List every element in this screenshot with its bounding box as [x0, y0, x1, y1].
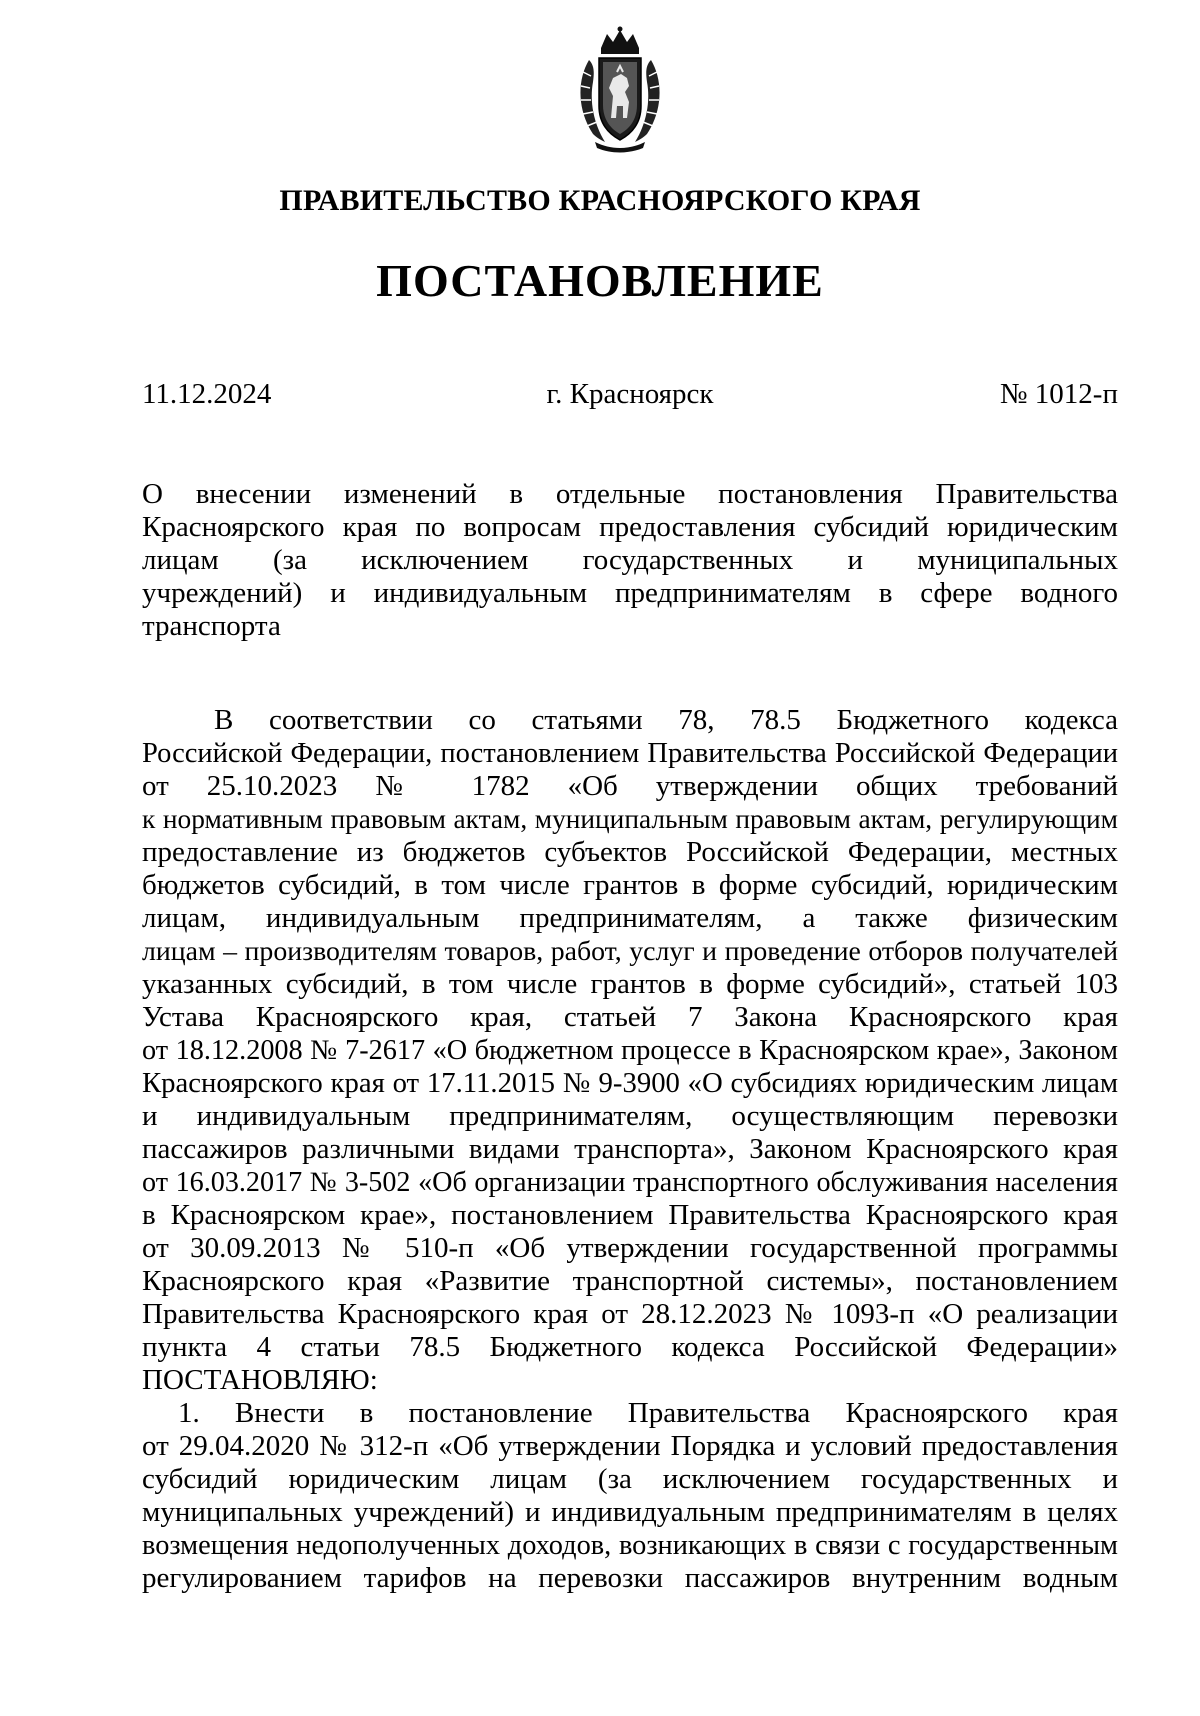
document-body	[142, 704, 1118, 1595]
body-line: лицам, индивидуальным предпринимателям, а также физическим	[142, 902, 1118, 934]
document-number: № 1012-п	[999, 378, 1118, 410]
subject-line: Красноярского края по вопросам предоставления субсидий юридическим	[142, 511, 1118, 543]
organization-title: ПРАВИТЕЛЬСТВО КРАСНОЯРСКОГО КРАЯ	[279, 184, 921, 217]
subject-line: учреждений) и индивидуальным предпринимателям в сфере водного	[142, 577, 1118, 609]
body-line: возмещения недополученных доходов, возникающих в связи с государственным	[142, 1530, 1118, 1561]
body-line: пункта 4 статьи 78.5 Бюджетного кодекса Российской Федерации»	[142, 1331, 1118, 1363]
document-city: г. Красноярск	[546, 378, 714, 410]
body-line: от 16.03.2017 № 3-502 «Об организации транспортного обслуживания населения	[142, 1167, 1118, 1198]
document-date: 11.12.2024	[142, 378, 272, 410]
body-line: от 25.10.2023 № 1782 «Об утверждении общих требований	[142, 770, 1118, 802]
document-type-heading: ПОСТАНОВЛЕНИЕ	[376, 255, 824, 306]
body-line: Красноярского края «Развитие транспортной системы», постановлением	[142, 1265, 1118, 1297]
body-line: Правительства Красноярского края от 28.12.2023 № 1093-п «О реализации	[142, 1298, 1118, 1330]
body-line: 1. Внести в постановление Правительства Красноярского края	[178, 1397, 1118, 1429]
body-line: предоставление из бюджетов субъектов Российской Федерации, местных	[142, 836, 1118, 868]
body-line: муниципальных учреждений) и индивидуальным предпринимателям в целях	[142, 1496, 1118, 1528]
body-line: от 29.04.2020 № 312-п «Об утверждении Порядка и условий предоставления	[142, 1430, 1118, 1462]
body-line: лицам – производителям товаров, работ, услуг и проведение отборов получателей	[142, 936, 1118, 967]
body-line: в Красноярском крае», постановлением Правительства Красноярского края	[142, 1199, 1118, 1231]
body-line: указанных субсидий, в том числе грантов в форме субсидий», статьей 103	[142, 968, 1118, 1000]
body-line: регулированием тарифов на перевозки пассажиров внутренним водным	[142, 1562, 1118, 1594]
body-line: и индивидуальным предпринимателям, осуществляющим перевозки	[142, 1100, 1118, 1132]
subject-line: лицам (за исключением государственных и муниципальных	[142, 544, 1118, 576]
subject-line: транспорта	[142, 610, 281, 642]
body-line: бюджетов субсидий, в том числе грантов в форме субсидий, юридическим	[142, 869, 1118, 901]
body-line: от 30.09.2013 № 510-п «Об утверждении государственной программы	[142, 1232, 1118, 1264]
body-line: Российской Федерации, постановлением Правительства Российской Федерации	[142, 738, 1118, 769]
body-line: к нормативным правовым актам, муниципальным правовым актам, регулирующим	[142, 804, 1118, 834]
document-subject	[142, 478, 1118, 643]
krasnoyarsk-coat-of-arms-icon	[571, 26, 669, 154]
body-line: пассажиров различными видами транспорта», Законом Красноярского края	[142, 1133, 1118, 1165]
document-meta-row	[142, 378, 1118, 418]
body-line: ПОСТАНОВЛЯЮ:	[142, 1364, 378, 1396]
body-line: В соответствии со статьями 78, 78.5 Бюджетного кодекса	[214, 704, 1118, 736]
body-line: субсидий юридическим лицам (за исключением государственных и	[142, 1463, 1118, 1495]
body-line: Красноярского края от 17.11.2015 № 9-3900 «О субсидиях юридическим лицам	[142, 1067, 1118, 1099]
body-line: от 18.12.2008 № 7-2617 «О бюджетном процессе в Красноярском крае», Законом	[142, 1035, 1118, 1066]
body-line: Устава Красноярского края, статьей 7 Закона Красноярского края	[142, 1001, 1118, 1033]
subject-line: О внесении изменений в отдельные постановления Правительства	[142, 478, 1118, 510]
